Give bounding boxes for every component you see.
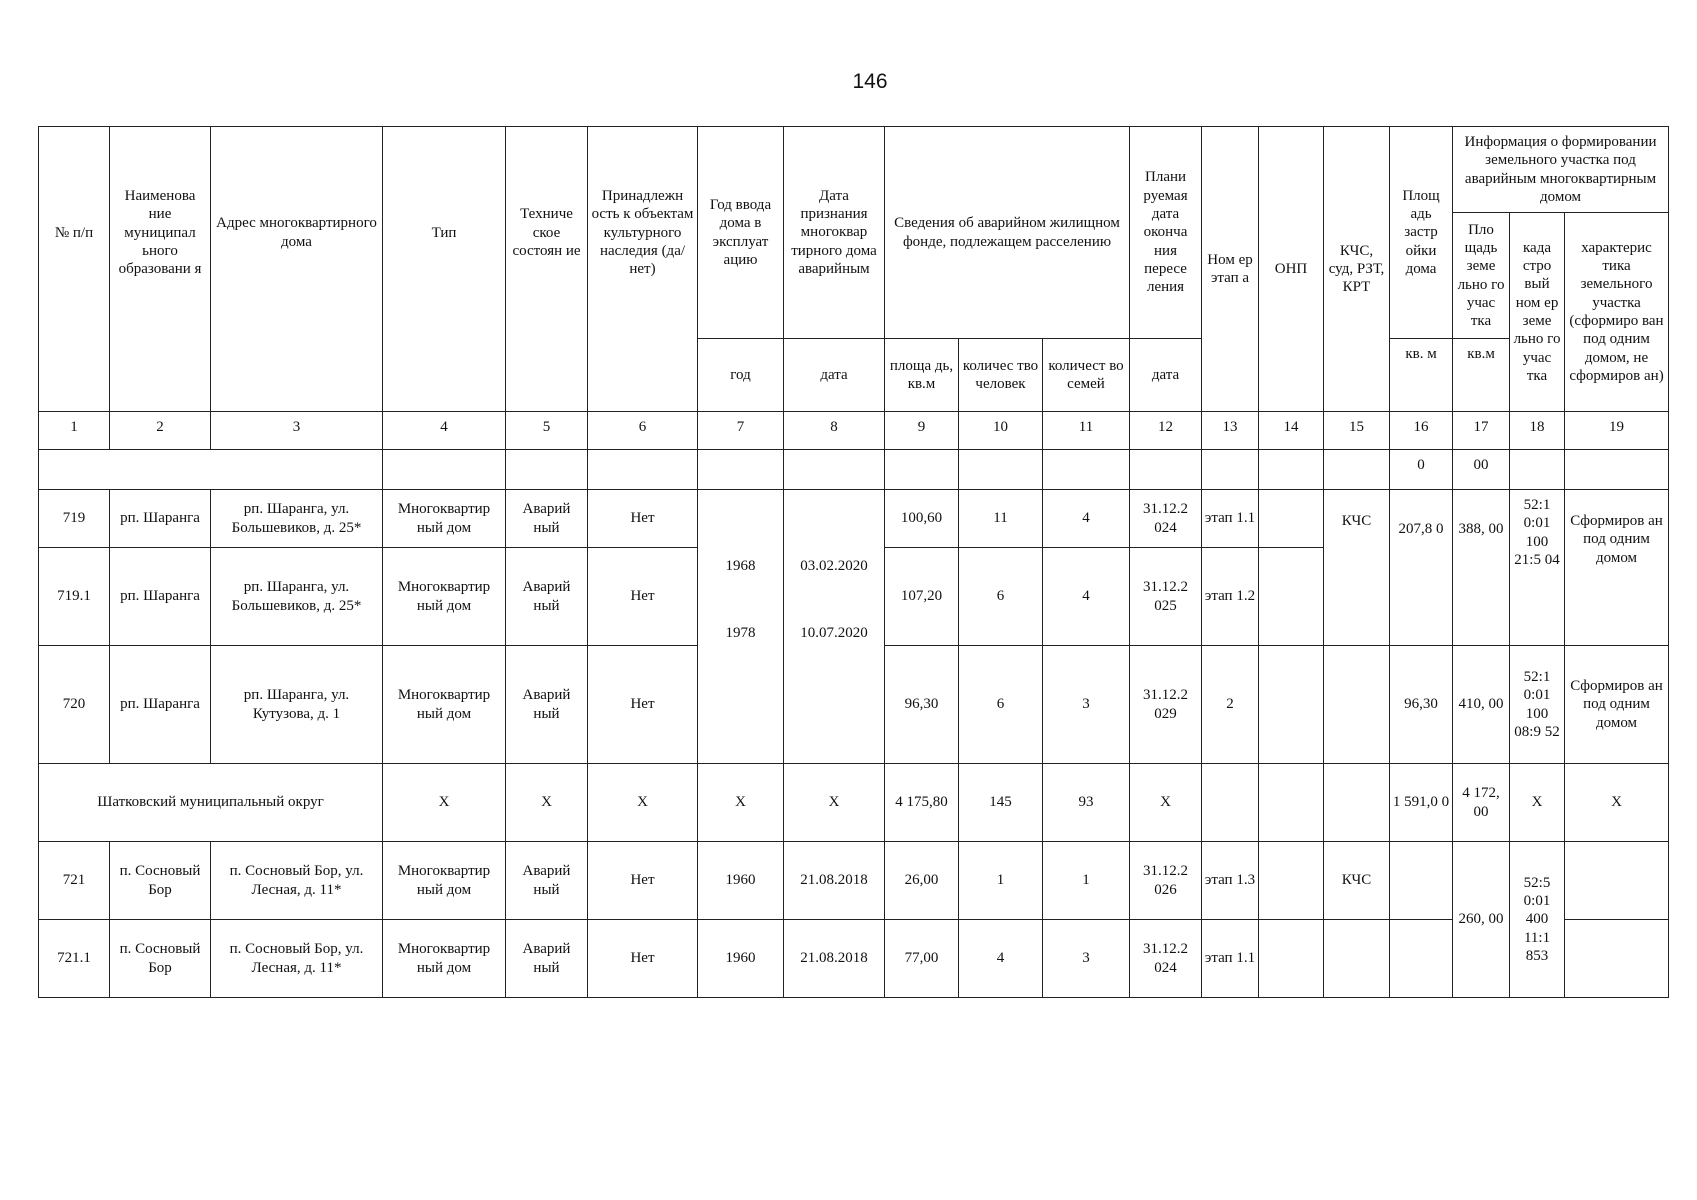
total-type: X <box>383 764 506 842</box>
stage: этап 1.1 <box>1202 490 1259 548</box>
cadastral-number: 52:1 0:01 100 21:5 04 <box>1510 490 1565 646</box>
total-area: 4 175,80 <box>885 764 959 842</box>
people-count: 11 <box>959 490 1043 548</box>
planned-end-date: 31.12.2 024 <box>1130 920 1202 998</box>
page-number: 146 <box>852 70 888 93</box>
col-number: 17 <box>1453 412 1510 450</box>
heritage: Нет <box>588 842 698 920</box>
col-number: 12 <box>1130 412 1202 450</box>
table-row <box>39 842 1669 920</box>
empty-cell <box>1259 450 1324 490</box>
empty-cell <box>1324 450 1390 490</box>
table-row <box>39 920 1669 998</box>
empty-cell <box>506 450 588 490</box>
technical-state: Аварий ный <box>506 646 588 764</box>
empty-cell <box>1565 450 1669 490</box>
col-number: 11 <box>1043 412 1130 450</box>
col-number: 5 <box>506 412 588 450</box>
header-filler <box>588 339 698 412</box>
onp <box>1259 548 1324 646</box>
family-count: 3 <box>1043 920 1130 998</box>
empty-cell <box>1130 450 1202 490</box>
row-number: 721.1 <box>39 920 110 998</box>
address: рп. Шаранга, ул. Большевиков, д. 25* <box>211 548 383 646</box>
total-state: X <box>506 764 588 842</box>
table-row <box>39 490 1669 548</box>
housing-area: 96,30 <box>885 646 959 764</box>
municipality: рп. Шаранга <box>110 548 211 646</box>
technical-state: Аварий ный <box>506 490 588 548</box>
empty-cell <box>1510 450 1565 490</box>
unit-people: количес тво человек <box>959 339 1043 412</box>
carry-building-area: 0 <box>1390 450 1453 490</box>
year-commissioned: 1960 <box>698 920 784 998</box>
people-count: 6 <box>959 646 1043 764</box>
heritage: Нет <box>588 920 698 998</box>
col-number: 15 <box>1324 412 1390 450</box>
house-type: Многоквартир ный дом <box>383 920 506 998</box>
unit-families: количест во семей <box>1043 339 1130 412</box>
cadastral-number: 52:5 0:01 400 11:1 853 <box>1510 842 1565 998</box>
plot-characteristic: Сформиров ан под одним домом <box>1565 646 1669 764</box>
people-count: 4 <box>959 920 1043 998</box>
house-type: Многоквартир ный дом <box>383 490 506 548</box>
plot-characteristic: Сформиров ан под одним домом <box>1565 490 1669 646</box>
housing-area: 26,00 <box>885 842 959 920</box>
col-number: 14 <box>1259 412 1324 450</box>
empty-cell <box>1043 450 1130 490</box>
header-filler <box>211 339 383 412</box>
col-number: 18 <box>1510 412 1565 450</box>
empty-cell <box>959 450 1043 490</box>
unit-plot-area: кв.м <box>1453 339 1510 412</box>
people-count: 6 <box>959 548 1043 646</box>
family-count: 3 <box>1043 646 1130 764</box>
plot-area: 260, 00 <box>1453 842 1510 998</box>
year-commissioned: 1960 <box>698 842 784 920</box>
empty-cell <box>383 450 506 490</box>
total-end-date: X <box>1130 764 1202 842</box>
carry-plot-area: 00 <box>1453 450 1510 490</box>
total-row <box>39 764 1669 842</box>
row-number: 720 <box>39 646 110 764</box>
house-type: Многоквартир ный дом <box>383 842 506 920</box>
total-year: X <box>698 764 784 842</box>
header-stage-number: Ном ер этап а <box>1202 127 1259 412</box>
unit-year: год <box>698 339 784 412</box>
header-municipality: Наименова ние муниципал ьного образовани я <box>110 127 211 339</box>
address: п. Сосновый Бор, ул. Лесная, д. 11* <box>211 842 383 920</box>
col-number: 6 <box>588 412 698 450</box>
empty-cell <box>588 450 698 490</box>
col-number: 9 <box>885 412 959 450</box>
empty-cell <box>698 450 784 490</box>
header-technical-state: Техниче ское состоян ие <box>506 127 588 339</box>
planned-end-date: 31.12.2 026 <box>1130 842 1202 920</box>
header-heritage: Принадлежн ость к объектам культурного наследия (да/нет) <box>588 127 698 339</box>
heritage: Нет <box>588 490 698 548</box>
header-type: Тип <box>383 127 506 339</box>
col-number: 3 <box>211 412 383 450</box>
total-families: 93 <box>1043 764 1130 842</box>
housing-area: 77,00 <box>885 920 959 998</box>
stage: этап 1.3 <box>1202 842 1259 920</box>
col-number: 7 <box>698 412 784 450</box>
kchs: КЧС <box>1324 842 1390 920</box>
building-area <box>1390 842 1453 920</box>
col-number: 8 <box>784 412 885 450</box>
total-plot-area: 4 172, 00 <box>1453 764 1510 842</box>
recognition-date: 21.08.2018 <box>784 920 885 998</box>
housing-area: 107,20 <box>885 548 959 646</box>
family-count: 1 <box>1043 842 1130 920</box>
plot-characteristic <box>1565 920 1669 998</box>
kchs: КЧС <box>1324 490 1390 646</box>
col-number: 10 <box>959 412 1043 450</box>
header-filler <box>110 339 211 412</box>
technical-state: Аварий ный <box>506 842 588 920</box>
heritage: Нет <box>588 646 698 764</box>
emergency-housing-table <box>38 126 1669 998</box>
stage: 2 <box>1202 646 1259 764</box>
onp <box>1259 490 1324 548</box>
municipality: рп. Шаранга <box>110 490 211 548</box>
unit-area: площа дь, кв.м <box>885 339 959 412</box>
technical-state: Аварий ный <box>506 920 588 998</box>
empty-cell <box>1324 764 1390 842</box>
header-building-area: Площ адь застр ойки дома <box>1390 127 1453 339</box>
total-date: X <box>784 764 885 842</box>
municipality: рп. Шаранга <box>110 646 211 764</box>
header-recognition-date: Дата признания многоквар тирного дома аварийным <box>784 127 885 339</box>
unit-date: дата <box>784 339 885 412</box>
house-type: Многоквартир ный дом <box>383 646 506 764</box>
planned-end-date: 31.12.2 024 <box>1130 490 1202 548</box>
municipality: п. Сосновый Бор <box>110 842 211 920</box>
col-number: 19 <box>1565 412 1669 450</box>
year-commissioned: 1968 1978 <box>698 490 784 764</box>
col-number: 1 <box>39 412 110 450</box>
building-area <box>1390 920 1453 998</box>
header-year-commissioned: Год ввода дома в эксплуат ацию <box>698 127 784 339</box>
kchs <box>1324 646 1390 764</box>
header-address: Адрес многоквартирного дома <box>211 127 383 339</box>
heritage: Нет <box>588 548 698 646</box>
empty-cell <box>885 450 959 490</box>
header-planned-end-date: Плани руемая дата оконча ния пересе ления <box>1130 127 1202 339</box>
empty-cell <box>784 450 885 490</box>
header-filler <box>506 339 588 412</box>
total-people: 145 <box>959 764 1043 842</box>
row-number: 721 <box>39 842 110 920</box>
building-area: 96,30 <box>1390 646 1453 764</box>
header-filler <box>39 339 110 412</box>
onp <box>1259 646 1324 764</box>
municipality: п. Сосновый Бор <box>110 920 211 998</box>
header-kchs: КЧС, суд, РЗТ, КРТ <box>1324 127 1390 412</box>
total-plot-characteristic: X <box>1565 764 1669 842</box>
unit-building-area: кв. м <box>1390 339 1453 412</box>
total-cadastral: X <box>1510 764 1565 842</box>
planned-end-date: 31.12.2 025 <box>1130 548 1202 646</box>
address: рп. Шаранга, ул. Большевиков, д. 25* <box>211 490 383 548</box>
total-heritage: X <box>588 764 698 842</box>
col-number: 13 <box>1202 412 1259 450</box>
stage: этап 1.2 <box>1202 548 1259 646</box>
row-number: 719 <box>39 490 110 548</box>
header-housing-info: Сведения об аварийном жилищном фонде, подлежащем расселению <box>885 127 1130 339</box>
onp <box>1259 920 1324 998</box>
plot-characteristic <box>1565 842 1669 920</box>
family-count: 4 <box>1043 548 1130 646</box>
planned-end-date: 31.12.2 029 <box>1130 646 1202 764</box>
header-row-number: № п/п <box>39 127 110 339</box>
header-onp: ОНП <box>1259 127 1324 412</box>
empty-cell <box>1202 450 1259 490</box>
address: рп. Шаранга, ул. Кутузова, д. 1 <box>211 646 383 764</box>
people-count: 1 <box>959 842 1043 920</box>
technical-state: Аварий ный <box>506 548 588 646</box>
header-plot-characteristic: характерис тика земельного участка (сформиро ван под одним домом, не сформиров ан) <box>1565 213 1669 412</box>
recognition-date: 21.08.2018 <box>784 842 885 920</box>
building-area: 207,8 0 <box>1390 490 1453 646</box>
empty-cell <box>39 450 383 490</box>
stage: этап 1.1 <box>1202 920 1259 998</box>
col-number: 16 <box>1390 412 1453 450</box>
kchs <box>1324 920 1390 998</box>
row-number: 719.1 <box>39 548 110 646</box>
header-cadastral-number: када стро вый ном ер земе льно го учас тка <box>1510 213 1565 412</box>
plot-area: 410, 00 <box>1453 646 1510 764</box>
empty-cell <box>1259 764 1324 842</box>
housing-area: 100,60 <box>885 490 959 548</box>
family-count: 4 <box>1043 490 1130 548</box>
onp <box>1259 842 1324 920</box>
total-building-area: 1 591,0 0 <box>1390 764 1453 842</box>
col-number: 4 <box>383 412 506 450</box>
header-land-plot-info: Информация о формировании земельного участка под аварийным многоквартирным домом <box>1453 127 1669 213</box>
unit-end-date: дата <box>1130 339 1202 412</box>
header-plot-area: Пло щадь земе льно го учас тка <box>1453 213 1510 339</box>
recognition-date: 03.02.2020 10.07.2020 <box>784 490 885 764</box>
plot-area: 388, 00 <box>1453 490 1510 646</box>
header-filler <box>383 339 506 412</box>
cadastral-number: 52:1 0:01 100 08:9 52 <box>1510 646 1565 764</box>
address: п. Сосновый Бор, ул. Лесная, д. 11* <box>211 920 383 998</box>
empty-cell <box>1202 764 1259 842</box>
total-label: Шатковский муниципальный округ <box>39 764 383 842</box>
col-number: 2 <box>110 412 211 450</box>
house-type: Многоквартир ный дом <box>383 548 506 646</box>
